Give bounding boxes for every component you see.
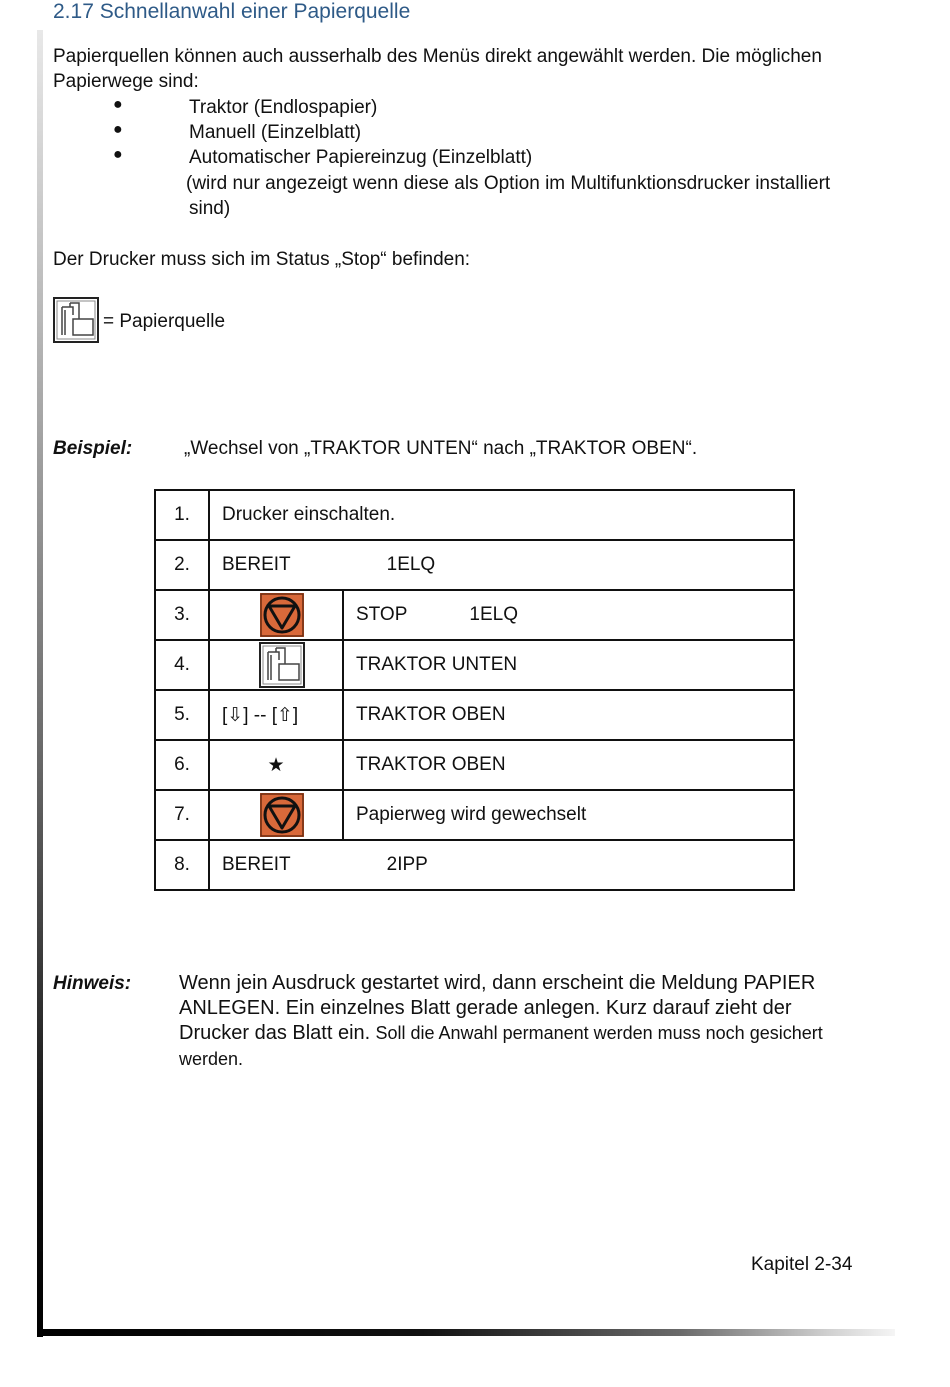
- step-number: 8.: [155, 840, 209, 890]
- section-heading: 2.17 Schnellanwahl einer Papierquelle: [53, 0, 411, 23]
- page-left-border: [37, 30, 43, 1337]
- step-number: 2.: [155, 540, 209, 590]
- example-text: „Wechsel von „TRAKTOR UNTEN“ nach „TRAKTOR OBEN“.: [184, 438, 698, 459]
- paper-source-icon: [53, 297, 99, 348]
- bullet-dot: ●: [113, 121, 123, 138]
- table-row: [155, 790, 794, 840]
- bullet-dot: ●: [113, 96, 123, 113]
- display-mode: 1ELQ: [469, 604, 518, 625]
- step-number: 3.: [155, 590, 209, 640]
- step-key: [209, 640, 343, 690]
- step-text: Drucker einschalten.: [209, 490, 794, 540]
- status-instruction: Der Drucker muss sich im Status „Stop“ befinden:: [53, 249, 471, 270]
- intro-line-1: Papierquellen können auch ausserhalb des Menüs direkt angewählt werden. Die möglichen: [53, 46, 822, 67]
- paper-source-icon: [222, 642, 342, 688]
- step-number: 6.: [155, 740, 209, 790]
- arrow-keys: [⇩] -- [⇧]: [209, 690, 343, 740]
- steps-table: [154, 489, 795, 891]
- stop-button-icon: [222, 593, 342, 637]
- step-text: TRAKTOR UNTEN: [343, 640, 794, 690]
- table-row: [155, 840, 794, 890]
- bullet-dot: ●: [113, 146, 123, 163]
- step-number: 5.: [155, 690, 209, 740]
- step-text: Papierweg wird gewechselt: [343, 790, 794, 840]
- bullet-item-manuell: Manuell (Einzelblatt): [189, 122, 362, 143]
- note-line-3-part-1: Drucker das Blatt ein.: [179, 1022, 371, 1044]
- display-status: BEREIT: [222, 854, 291, 875]
- note-label: Hinweis:: [53, 973, 132, 994]
- display-status: BEREIT: [222, 554, 291, 575]
- table-row: [155, 540, 794, 590]
- step-text: TRAKTOR OBEN: [343, 690, 794, 740]
- example-label: Beispiel:: [53, 438, 133, 459]
- table-row: [155, 740, 794, 790]
- intro-line-2: Papierwege sind:: [53, 71, 199, 92]
- step-number: 7.: [155, 790, 209, 840]
- table-row: [155, 640, 794, 690]
- page-bottom-border: [37, 1329, 895, 1336]
- display-mode: 2IPP: [386, 854, 428, 875]
- step-number: 4.: [155, 640, 209, 690]
- step-display: [343, 590, 794, 640]
- bullet-item-traktor: Traktor (Endlospapier): [189, 97, 378, 118]
- note-line-4: werden.: [179, 1049, 244, 1069]
- bullet-note-line-1: (wird nur angezeigt wenn diese als Option im Multifunktionsdrucker installiert: [186, 173, 831, 194]
- note-line-3-part-2: Soll die Anwahl permanent werden muss noch gesichert: [375, 1023, 823, 1043]
- bullet-item-automatisch: Automatischer Papiereinzug (Einzelblatt): [189, 147, 533, 168]
- table-row: [155, 690, 794, 740]
- bullet-note-line-2: sind): [189, 198, 231, 219]
- display-mode: 1ELQ: [386, 554, 436, 575]
- step-text: TRAKTOR OBEN: [343, 740, 794, 790]
- step-key: [209, 790, 343, 840]
- legend-text: = Papierquelle: [103, 311, 226, 332]
- display-status: STOP: [356, 604, 408, 625]
- page-number: Kapitel 2-34: [751, 1254, 853, 1275]
- step-display: [209, 840, 794, 890]
- note-line-1: Wenn jein Ausdruck gestartet wird, dann erscheint die Meldung PAPIER: [179, 972, 816, 994]
- table-row: [155, 490, 794, 540]
- stop-button-icon: [222, 793, 342, 837]
- step-key: [209, 590, 343, 640]
- step-number: 1.: [155, 490, 209, 540]
- step-display: [209, 540, 794, 590]
- note-line-3: [179, 1021, 823, 1046]
- table-row: [155, 590, 794, 640]
- star-key-icon: ★: [209, 740, 343, 790]
- note-line-2: ANLEGEN. Ein einzelnes Blatt gerade anlegen. Kurz darauf zieht der: [179, 997, 792, 1019]
